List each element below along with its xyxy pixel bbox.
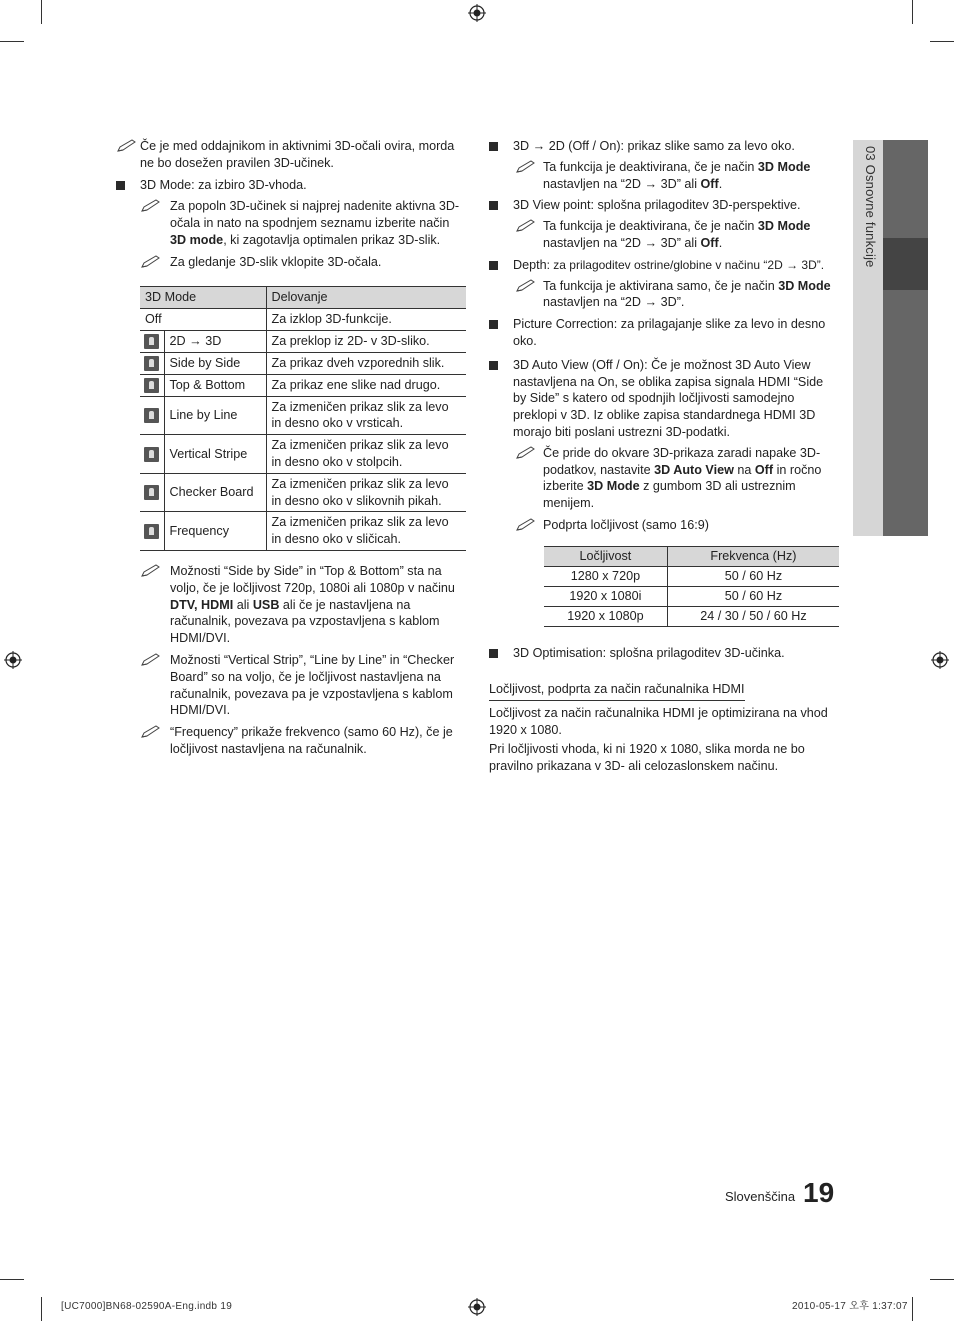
mode-description: Za izklop 3D-funkcije. bbox=[266, 308, 466, 330]
table-cell: 1920 x 1080i bbox=[544, 586, 667, 606]
checker-board-icon bbox=[144, 485, 159, 500]
item-label: 3D → 2D (Off / On) bbox=[513, 139, 621, 153]
note-bold: 3D Mode bbox=[587, 479, 640, 494]
note-text: , ki zagotavlja optimalen prikaz 3D-slik. bbox=[223, 232, 441, 247]
item-text: : za izbiro 3D-vhoda. bbox=[191, 177, 307, 192]
bullet-square-icon bbox=[116, 181, 125, 190]
note-text: “Frequency” prikaže frekvenco (samo 60 Hz), če je ločljivost nastavljena na računalnik. bbox=[170, 725, 453, 756]
mode-icon-cell bbox=[140, 396, 164, 435]
table-cell: 1280 x 720p bbox=[544, 566, 667, 586]
table-cell: 50 / 60 Hz bbox=[667, 586, 839, 606]
note-text: Podprta ločljivost (samo 16:9) bbox=[543, 517, 709, 532]
mode-description: Za izmeničen prikaz slik za levo in desno oko v slikovnih pikah. bbox=[266, 473, 466, 512]
footer-language: Slovenščina bbox=[725, 1189, 796, 1204]
note-text: Če pride do okvare 3D-prikaza zaradi napake 3D-podatkov, nastavite bbox=[543, 445, 821, 477]
item-label: 3D Auto View (Off / On) bbox=[513, 357, 645, 372]
item-bold: 3D Auto View bbox=[735, 357, 811, 372]
note-text: nastavljen na “2D → 3D” ali bbox=[543, 235, 701, 250]
bullet-square-icon bbox=[489, 142, 498, 151]
note-text: Ta funkcija je deaktivirana, če je način bbox=[543, 219, 758, 234]
bullet-square-icon bbox=[489, 649, 498, 658]
item-bold: On bbox=[597, 374, 615, 389]
note-text: . bbox=[718, 235, 723, 250]
crop-mark bbox=[930, 41, 954, 42]
registration-mark-icon bbox=[931, 651, 949, 669]
note bbox=[489, 517, 839, 534]
table-row bbox=[140, 435, 466, 474]
mode-name: 2D → 3D bbox=[164, 330, 266, 352]
note-text: in ročno izberite bbox=[543, 462, 822, 494]
crop-mark bbox=[930, 1279, 954, 1280]
3d-mode-table bbox=[140, 286, 466, 551]
table-row bbox=[140, 352, 466, 374]
item-label: 3D Mode bbox=[140, 177, 192, 192]
note bbox=[116, 254, 466, 271]
paragraph: Pri ločljivosti vhoda, ki ni 1920 x 1080, slika morda ne bo pravilno prikazana v 3D- ali celozaslonskem načinu. bbox=[489, 741, 805, 773]
note-bold: DTV, HDMI bbox=[170, 597, 234, 612]
table-header-row bbox=[140, 286, 466, 308]
table-row bbox=[140, 374, 466, 396]
bullet-item bbox=[489, 257, 839, 311]
mode-description: Za prikaz ene slike nad drugo. bbox=[266, 374, 466, 396]
note-pencil-icon bbox=[515, 446, 537, 460]
mode-name: Checker Board bbox=[164, 473, 266, 512]
bullet-item-3d-mode bbox=[116, 177, 466, 194]
crop-mark bbox=[0, 1279, 24, 1280]
mode-name: Side by Side bbox=[164, 352, 266, 374]
table-cell: 50 / 60 Hz bbox=[667, 566, 839, 586]
note-bold: 3D Mode bbox=[757, 159, 811, 174]
note-bold: 3D mode bbox=[170, 232, 224, 247]
crop-mark bbox=[41, 0, 42, 24]
item-text: nastavljena na bbox=[513, 374, 598, 389]
note-text: . bbox=[718, 176, 723, 191]
bullet-square-icon bbox=[489, 201, 498, 210]
note-bold: 3D Mode bbox=[757, 219, 811, 234]
note-text: Če je med oddajnikom in aktivnimi 3D-očali ovira, morda ne bo dosežen pravilen 3D-učinek. bbox=[140, 139, 455, 170]
mode-description: Za izmeničen prikaz slik za levo in desno oko v stolpcih. bbox=[266, 435, 466, 474]
note bbox=[116, 652, 466, 719]
right-column bbox=[489, 138, 839, 775]
note-text: Ta funkcija je deaktivirana, če je način bbox=[543, 159, 758, 174]
page-number: 19 bbox=[803, 1177, 835, 1208]
note-text: na bbox=[733, 462, 755, 477]
note bbox=[489, 445, 839, 512]
bullet-item bbox=[489, 316, 839, 350]
table-row bbox=[140, 330, 466, 352]
table-row bbox=[544, 566, 839, 586]
top-bottom-icon bbox=[144, 378, 159, 393]
note-text: ali če je nastavljena na računalnik, povezava pa vzpostavljena s kablom HDMI/DVI. bbox=[170, 597, 440, 646]
bullet-square-icon bbox=[489, 361, 498, 370]
item-text: : splošna prilagoditev 3D-učinka. bbox=[602, 645, 785, 660]
table-row bbox=[140, 512, 466, 551]
item-label: Picture Correction bbox=[513, 317, 614, 332]
vertical-stripe-icon bbox=[144, 447, 159, 462]
note-text: Ta funkcija je aktivirana samo, če je način bbox=[543, 278, 779, 293]
table-header: Delovanje bbox=[266, 286, 466, 308]
mode-description: Za izmeničen prikaz slik za levo in desno oko v vrsticah. bbox=[266, 396, 466, 435]
bullet-item bbox=[489, 138, 839, 192]
item-text: , se oblika zapisa signala HDMI “Side by Side” s katero od spodnjih ločljivosti samodejno preklopi v 3D. Iz oblike zapisa standardnega HDMI 3D morajo biti poslani ustrezni 3D-podatki. bbox=[513, 374, 824, 439]
chapter-tab-stripe bbox=[883, 140, 928, 536]
note-text: ali bbox=[233, 597, 253, 612]
mode-icon-cell bbox=[140, 473, 164, 512]
mode-icon-cell bbox=[140, 374, 164, 396]
mode-description: Za prikaz dveh vzporednih slik. bbox=[266, 352, 466, 374]
note bbox=[116, 198, 466, 248]
note-pencil-icon bbox=[515, 279, 537, 293]
table-row bbox=[140, 473, 466, 512]
resolution-table bbox=[544, 546, 839, 627]
item-text: : za prilagoditev ostrine/globine v načinu “2D → 3D”. bbox=[546, 257, 825, 272]
mode-icon-cell bbox=[140, 435, 164, 474]
note-bold: Off bbox=[700, 176, 719, 191]
note-text: Za popoln 3D-učinek si najprej nadenite aktivna 3D-očala in nato na spodnjem seznamu izberite način bbox=[170, 199, 460, 231]
bullet-item bbox=[489, 197, 839, 251]
table-row bbox=[140, 396, 466, 435]
mode-description: Za izmeničen prikaz slik za levo in desno oko v sličicah. bbox=[266, 512, 466, 551]
table-cell: 1920 x 1080p bbox=[544, 606, 667, 626]
note-pencil-icon bbox=[116, 139, 138, 153]
mode-icon-cell bbox=[140, 352, 164, 374]
table-header: Ločljivost bbox=[544, 546, 667, 566]
item-text: : Če je možnost bbox=[644, 357, 736, 372]
item-text: : za prilagajanje slike za levo in desno oko. bbox=[513, 317, 826, 348]
section-heading: Ločljivost, podprta za način računalnika HDMI bbox=[489, 681, 745, 702]
note-text: Možnosti “Side by Side” in “Top & Bottom” sta na voljo, če je ločljivost 720p, 1080i ali 1080p v načinu bbox=[170, 563, 455, 595]
table-row bbox=[544, 606, 839, 626]
table-row bbox=[140, 308, 466, 330]
mode-icon-cell bbox=[140, 330, 164, 352]
note-bold: 3D Auto View bbox=[654, 462, 734, 477]
note-pencil-icon bbox=[515, 518, 537, 532]
table-header-row bbox=[544, 546, 839, 566]
note bbox=[489, 278, 839, 312]
bullet-square-icon bbox=[489, 261, 498, 270]
note-bold: Off bbox=[754, 462, 774, 477]
note-pencil-icon bbox=[140, 255, 162, 269]
bullet-square-icon bbox=[489, 320, 498, 329]
item-text: : prikaz slike samo za levo oko. bbox=[620, 139, 795, 153]
mode-name: Vertical Stripe bbox=[164, 435, 266, 474]
note-pencil-icon bbox=[140, 653, 162, 667]
left-column bbox=[116, 138, 466, 763]
note bbox=[116, 563, 466, 647]
note-text: z gumbom 3D ali ustreznim menijem. bbox=[543, 479, 796, 511]
note-bold: 3D Mode bbox=[778, 278, 831, 293]
chapter-tab-label: 03 Osnovne funkcije bbox=[863, 146, 878, 268]
mode-name: Off bbox=[140, 308, 266, 330]
crop-mark bbox=[912, 1297, 913, 1321]
registration-mark-icon bbox=[468, 4, 486, 22]
note-text: Za gledanje 3D-slik vklopite 3D-očala. bbox=[170, 254, 382, 269]
note bbox=[116, 724, 466, 758]
print-datetime: 2010-05-17 오후 1:37:07 bbox=[792, 1301, 908, 1312]
chapter-tab-marker bbox=[883, 238, 928, 290]
note bbox=[116, 138, 466, 172]
item-label: 3D View point bbox=[513, 198, 591, 213]
table-cell: 24 / 30 / 50 / 60 Hz bbox=[667, 606, 839, 626]
item-label: Depth bbox=[513, 257, 547, 272]
note-pencil-icon bbox=[515, 219, 537, 233]
mode-name: Line by Line bbox=[164, 396, 266, 435]
registration-mark-icon bbox=[468, 1298, 486, 1316]
note-text: nastavljen na “2D → 3D”. bbox=[543, 295, 685, 310]
line-by-line-icon bbox=[144, 408, 159, 423]
note-text: Možnosti “Vertical Strip”, “Line by Line” in “Checker Board” so na voljo, če je ločljivost nastavljena na računalnik, povezava pa je vzpostavljena s kablom HDMI/DVI. bbox=[170, 652, 455, 718]
paragraph: Ločljivost za način računalnika HDMI je optimizirana na vhod 1920 x 1080. bbox=[489, 706, 828, 738]
note-pencil-icon bbox=[515, 160, 537, 174]
table-row bbox=[544, 586, 839, 606]
print-file-info: [UC7000]BN68-02590A-Eng.indb 19 bbox=[61, 1301, 233, 1312]
note-text: nastavljen na “2D → 3D” ali bbox=[543, 176, 701, 191]
note-pencil-icon bbox=[140, 725, 162, 739]
note bbox=[489, 218, 839, 252]
note-pencil-icon bbox=[140, 564, 162, 578]
registration-mark-icon bbox=[4, 651, 22, 669]
note-pencil-icon bbox=[140, 199, 162, 213]
note-bold: Off bbox=[700, 235, 719, 250]
mode-description: Za preklop iz 2D- v 3D-sliko. bbox=[266, 330, 466, 352]
item-text: : splošna prilagoditev 3D-perspektive. bbox=[590, 198, 801, 213]
2d-to-3d-icon bbox=[144, 334, 159, 349]
crop-mark bbox=[0, 41, 24, 42]
mode-name: Frequency bbox=[164, 512, 266, 551]
frequency-icon bbox=[144, 524, 159, 539]
mode-name: Top & Bottom bbox=[164, 374, 266, 396]
crop-mark bbox=[41, 1297, 42, 1321]
item-label: 3D Optimisation bbox=[513, 645, 603, 660]
table-header: 3D Mode bbox=[140, 286, 266, 308]
note bbox=[489, 159, 839, 193]
bullet-item bbox=[489, 357, 839, 627]
mode-icon-cell bbox=[140, 512, 164, 551]
note-bold: USB bbox=[252, 597, 280, 612]
crop-mark bbox=[912, 0, 913, 24]
side-by-side-icon bbox=[144, 356, 159, 371]
table-header: Frekvenca (Hz) bbox=[667, 546, 839, 566]
bullet-item bbox=[489, 645, 839, 662]
